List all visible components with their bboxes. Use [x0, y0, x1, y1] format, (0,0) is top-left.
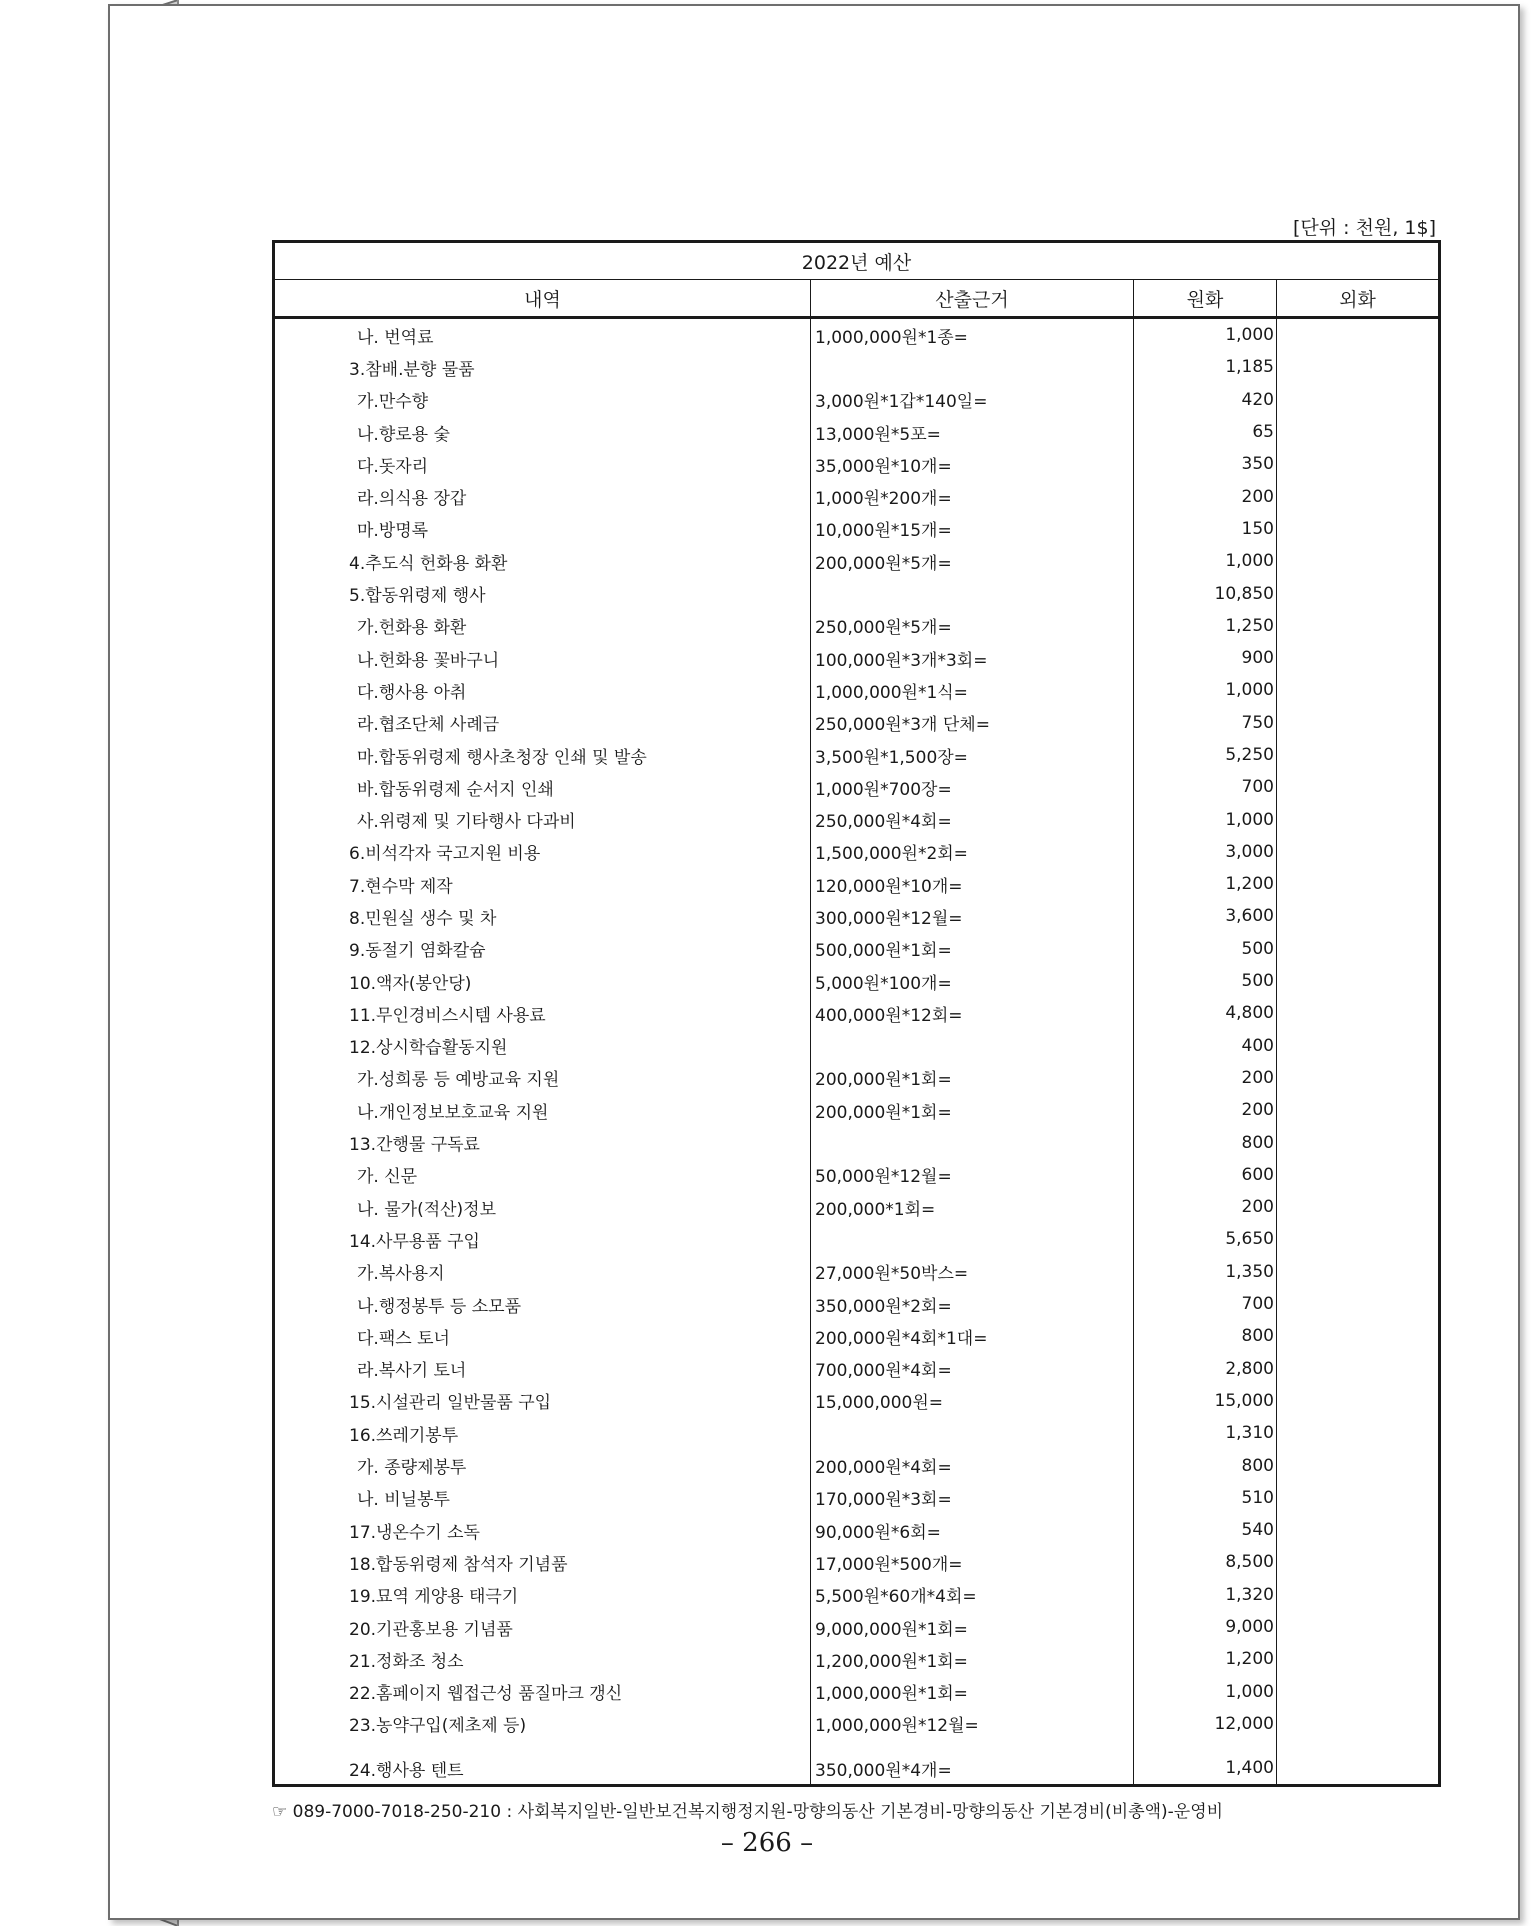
item-cell: 7.현수막 제작	[274, 868, 811, 900]
foreign-amount-cell	[1277, 1256, 1440, 1288]
krw-amount-cell: 800	[1134, 1449, 1277, 1481]
foreign-amount-cell	[1277, 545, 1440, 577]
item-cell: 나.개인정보보호교육 지원	[274, 1094, 811, 1126]
foreign-amount-cell	[1277, 384, 1440, 416]
basis-cell: 17,000원*500개=	[811, 1546, 1134, 1578]
krw-amount-cell: 800	[1134, 1320, 1277, 1352]
table-row	[274, 900, 1440, 932]
basis-cell: 27,000원*50박스=	[811, 1256, 1134, 1288]
unit-note: [단위 : 천원, 1$]	[1293, 217, 1436, 239]
basis-cell: 100,000원*3개*3회=	[811, 642, 1134, 674]
footnote: ☞ 089-7000-7018-250-210 : 사회복지일반-일반보건복지행정지원-망향의동산 기본경비-망향의동산 기본경비(비총액)-운영비	[272, 1802, 1224, 1822]
basis-cell: 350,000원*2회=	[811, 1288, 1134, 1320]
item-cell: 21.정화조 청소	[274, 1643, 811, 1675]
table-row	[274, 1094, 1440, 1126]
foreign-amount-cell	[1277, 318, 1440, 352]
foreign-amount-cell	[1277, 868, 1440, 900]
basis-cell: 1,000,000원*1회=	[811, 1675, 1134, 1707]
krw-amount-cell: 10,850	[1134, 577, 1277, 609]
basis-cell: 1,000원*700장=	[811, 771, 1134, 803]
krw-amount-cell: 5,250	[1134, 739, 1277, 771]
table-row	[274, 1579, 1440, 1611]
table-row	[274, 868, 1440, 900]
table-row	[274, 1288, 1440, 1320]
krw-amount-cell: 350	[1134, 448, 1277, 480]
foreign-amount-cell	[1277, 1223, 1440, 1255]
foreign-amount-cell	[1277, 933, 1440, 965]
krw-amount-cell: 1,350	[1134, 1256, 1277, 1288]
foreign-amount-cell	[1277, 480, 1440, 512]
foreign-amount-cell	[1277, 1752, 1440, 1786]
item-cell: 12.상시학습활동지원	[274, 1030, 811, 1062]
krw-amount-cell: 8,500	[1134, 1546, 1277, 1578]
basis-cell: 200,000원*1회=	[811, 1062, 1134, 1094]
table-row	[274, 416, 1440, 448]
item-cell: 라.협조단체 사례금	[274, 707, 811, 739]
table-row	[274, 1675, 1440, 1707]
basis-cell	[811, 1417, 1134, 1449]
item-cell: 나. 비닐봉투	[274, 1482, 811, 1514]
foreign-amount-cell	[1277, 1126, 1440, 1158]
table-row	[274, 1546, 1440, 1578]
column-header-foreign: 외화	[1277, 280, 1440, 318]
table-row	[274, 480, 1440, 512]
item-cell: 10.액자(봉안당)	[274, 965, 811, 997]
krw-amount-cell: 1,000	[1134, 318, 1277, 352]
basis-cell: 1,000,000원*1종=	[811, 318, 1134, 352]
foreign-amount-cell	[1277, 707, 1440, 739]
basis-cell: 200,000원*4회=	[811, 1449, 1134, 1481]
basis-cell: 90,000원*6회=	[811, 1514, 1134, 1546]
table-row	[274, 1449, 1440, 1481]
item-cell: 가. 신문	[274, 1159, 811, 1191]
row-spacer	[274, 1740, 1440, 1752]
krw-amount-cell: 4,800	[1134, 997, 1277, 1029]
foreign-amount-cell	[1277, 836, 1440, 868]
basis-cell: 170,000원*3회=	[811, 1482, 1134, 1514]
foreign-amount-cell	[1277, 577, 1440, 609]
krw-amount-cell: 500	[1134, 933, 1277, 965]
table-row	[274, 1482, 1440, 1514]
item-cell: 가.만수향	[274, 384, 811, 416]
basis-cell	[811, 1030, 1134, 1062]
budget-table	[272, 240, 1441, 1787]
foreign-amount-cell	[1277, 674, 1440, 706]
table-row	[274, 771, 1440, 803]
item-cell: 가.헌화용 화환	[274, 610, 811, 642]
foreign-amount-cell	[1277, 1514, 1440, 1546]
item-cell: 18.합동위령제 참석자 기념품	[274, 1546, 811, 1578]
foreign-amount-cell	[1277, 1385, 1440, 1417]
basis-cell: 13,000원*5포=	[811, 416, 1134, 448]
basis-cell: 350,000원*4개=	[811, 1752, 1134, 1786]
krw-amount-cell: 1,320	[1134, 1579, 1277, 1611]
item-cell: 20.기관홍보용 기념품	[274, 1611, 811, 1643]
foreign-amount-cell	[1277, 610, 1440, 642]
basis-cell: 15,000,000원=	[811, 1385, 1134, 1417]
foreign-amount-cell	[1277, 1094, 1440, 1126]
table-row	[274, 384, 1440, 416]
basis-cell: 200,000원*1회=	[811, 1094, 1134, 1126]
basis-cell: 250,000원*5개=	[811, 610, 1134, 642]
item-cell: 나.향로용 숯	[274, 416, 811, 448]
krw-amount-cell: 15,000	[1134, 1385, 1277, 1417]
krw-amount-cell: 3,600	[1134, 900, 1277, 932]
table-row	[274, 1708, 1440, 1740]
foreign-amount-cell	[1277, 1708, 1440, 1740]
krw-amount-cell: 700	[1134, 771, 1277, 803]
basis-cell	[811, 577, 1134, 609]
item-cell: 6.비석각자 국고지원 비용	[274, 836, 811, 868]
basis-cell: 5,500원*60개*4회=	[811, 1579, 1134, 1611]
foreign-amount-cell	[1277, 1288, 1440, 1320]
table-row	[274, 1353, 1440, 1385]
table-row	[274, 674, 1440, 706]
item-cell: 라.의식용 장갑	[274, 480, 811, 512]
foreign-amount-cell	[1277, 1062, 1440, 1094]
foreign-amount-cell	[1277, 1546, 1440, 1578]
krw-amount-cell: 540	[1134, 1514, 1277, 1546]
krw-amount-cell: 600	[1134, 1159, 1277, 1191]
table-row	[274, 1643, 1440, 1675]
krw-amount-cell: 700	[1134, 1288, 1277, 1320]
krw-amount-cell: 200	[1134, 1094, 1277, 1126]
column-header-item: 내역	[274, 280, 811, 318]
item-cell: 라.복사기 토너	[274, 1353, 811, 1385]
foreign-amount-cell	[1277, 771, 1440, 803]
table-title: 2022년 예산	[274, 242, 1440, 280]
basis-cell: 200,000원*4회*1대=	[811, 1320, 1134, 1352]
table-row	[274, 448, 1440, 480]
basis-cell: 1,000,000원*1식=	[811, 674, 1134, 706]
foreign-amount-cell	[1277, 416, 1440, 448]
basis-cell: 1,200,000원*1회=	[811, 1643, 1134, 1675]
basis-cell: 5,000원*100개=	[811, 965, 1134, 997]
basis-cell: 250,000원*3개 단체=	[811, 707, 1134, 739]
table-row	[274, 836, 1440, 868]
item-cell: 22.홈페이지 웹접근성 품질마크 갱신	[274, 1675, 811, 1707]
foreign-amount-cell	[1277, 1643, 1440, 1675]
foreign-amount-cell	[1277, 1611, 1440, 1643]
table-row	[274, 1030, 1440, 1062]
krw-amount-cell: 400	[1134, 1030, 1277, 1062]
krw-amount-cell: 200	[1134, 1062, 1277, 1094]
foreign-amount-cell	[1277, 351, 1440, 383]
basis-cell: 700,000원*4회=	[811, 1353, 1134, 1385]
item-cell: 나. 물가(적산)정보	[274, 1191, 811, 1223]
table-row	[274, 1062, 1440, 1094]
foreign-amount-cell	[1277, 965, 1440, 997]
table-row	[274, 513, 1440, 545]
table-row	[274, 1256, 1440, 1288]
item-cell: 나.행정봉투 등 소모품	[274, 1288, 811, 1320]
basis-cell: 9,000,000원*1회=	[811, 1611, 1134, 1643]
item-cell: 13.간행물 구독료	[274, 1126, 811, 1158]
item-cell: 바.합동위령제 순서지 인쇄	[274, 771, 811, 803]
basis-cell: 3,500원*1,500장=	[811, 739, 1134, 771]
krw-amount-cell: 5,650	[1134, 1223, 1277, 1255]
krw-amount-cell: 3,000	[1134, 836, 1277, 868]
basis-cell	[811, 351, 1134, 383]
krw-amount-cell: 900	[1134, 642, 1277, 674]
item-cell: 사.위령제 및 기타행사 다과비	[274, 803, 811, 835]
item-cell: 14.사무용품 구입	[274, 1223, 811, 1255]
basis-cell: 400,000원*12회=	[811, 997, 1134, 1029]
foreign-amount-cell	[1277, 1675, 1440, 1707]
item-cell: 23.농약구입(제초제 등)	[274, 1708, 811, 1740]
foreign-amount-cell	[1277, 1579, 1440, 1611]
foreign-amount-cell	[1277, 1159, 1440, 1191]
item-cell: 19.묘역 게양용 태극기	[274, 1579, 811, 1611]
table-row	[274, 577, 1440, 609]
krw-amount-cell: 1,000	[1134, 545, 1277, 577]
krw-amount-cell: 510	[1134, 1482, 1277, 1514]
table-row	[274, 1320, 1440, 1352]
krw-amount-cell: 9,000	[1134, 1611, 1277, 1643]
table-row	[274, 1191, 1440, 1223]
item-cell: 나. 번역료	[274, 318, 811, 352]
foreign-amount-cell	[1277, 997, 1440, 1029]
item-cell: 가. 종량제봉투	[274, 1449, 811, 1481]
basis-cell: 500,000원*1회=	[811, 933, 1134, 965]
basis-cell: 35,000원*10개=	[811, 448, 1134, 480]
item-cell: 마.합동위령제 행사초청장 인쇄 및 발송	[274, 739, 811, 771]
basis-cell: 10,000원*15개=	[811, 513, 1134, 545]
item-cell: 24.행사용 텐트	[274, 1752, 811, 1786]
basis-cell: 3,000원*1갑*140일=	[811, 384, 1134, 416]
table-row	[274, 803, 1440, 835]
table-row	[274, 318, 1440, 352]
krw-amount-cell: 1,400	[1134, 1752, 1277, 1786]
page-number: – 266 –	[720, 1828, 814, 1858]
item-cell: 15.시설관리 일반물품 구입	[274, 1385, 811, 1417]
krw-amount-cell: 2,800	[1134, 1353, 1277, 1385]
table-row	[274, 707, 1440, 739]
table-row	[274, 1126, 1440, 1158]
foreign-amount-cell	[1277, 448, 1440, 480]
krw-amount-cell: 420	[1134, 384, 1277, 416]
foreign-amount-cell	[1277, 900, 1440, 932]
item-cell: 5.합동위령제 행사	[274, 577, 811, 609]
foreign-amount-cell	[1277, 1417, 1440, 1449]
table-row	[274, 965, 1440, 997]
krw-amount-cell: 1,250	[1134, 610, 1277, 642]
item-cell: 마.방명록	[274, 513, 811, 545]
item-cell: 9.동절기 염화칼슘	[274, 933, 811, 965]
foreign-amount-cell	[1277, 1030, 1440, 1062]
table-row	[274, 642, 1440, 674]
foreign-amount-cell	[1277, 803, 1440, 835]
item-cell: 다.행사용 아취	[274, 674, 811, 706]
krw-amount-cell: 12,000	[1134, 1708, 1277, 1740]
foreign-amount-cell	[1277, 1320, 1440, 1352]
krw-amount-cell: 1,185	[1134, 351, 1277, 383]
krw-amount-cell: 1,000	[1134, 803, 1277, 835]
item-cell: 3.참배.분향 물품	[274, 351, 811, 383]
krw-amount-cell: 150	[1134, 513, 1277, 545]
krw-amount-cell: 65	[1134, 416, 1277, 448]
foreign-amount-cell	[1277, 1353, 1440, 1385]
krw-amount-cell: 1,200	[1134, 868, 1277, 900]
item-cell: 4.추도식 헌화용 화환	[274, 545, 811, 577]
item-cell: 8.민원실 생수 및 차	[274, 900, 811, 932]
krw-amount-cell: 1,000	[1134, 1675, 1277, 1707]
table-row	[274, 610, 1440, 642]
foreign-amount-cell	[1277, 1191, 1440, 1223]
table-row	[274, 1223, 1440, 1255]
basis-cell: 200,000원*5개=	[811, 545, 1134, 577]
basis-cell: 300,000원*12월=	[811, 900, 1134, 932]
table-row	[274, 1385, 1440, 1417]
foreign-amount-cell	[1277, 642, 1440, 674]
basis-cell: 1,000원*200개=	[811, 480, 1134, 512]
foreign-amount-cell	[1277, 739, 1440, 771]
table-row	[274, 1514, 1440, 1546]
table-row	[274, 997, 1440, 1029]
basis-cell: 1,500,000원*2회=	[811, 836, 1134, 868]
item-cell: 다.팩스 토너	[274, 1320, 811, 1352]
krw-amount-cell: 750	[1134, 707, 1277, 739]
krw-amount-cell: 200	[1134, 480, 1277, 512]
krw-amount-cell: 200	[1134, 1191, 1277, 1223]
table-row	[274, 1417, 1440, 1449]
krw-amount-cell: 800	[1134, 1126, 1277, 1158]
basis-cell: 50,000원*12월=	[811, 1159, 1134, 1191]
table-row	[274, 351, 1440, 383]
basis-cell: 200,000*1회=	[811, 1191, 1134, 1223]
item-cell: 나.헌화용 꽃바구니	[274, 642, 811, 674]
foreign-amount-cell	[1277, 1482, 1440, 1514]
table-row	[274, 1752, 1440, 1786]
krw-amount-cell: 1,310	[1134, 1417, 1277, 1449]
table-row	[274, 933, 1440, 965]
table-row	[274, 1159, 1440, 1191]
krw-amount-cell: 1,000	[1134, 674, 1277, 706]
budget-rows	[274, 318, 1440, 1786]
item-cell: 다.돗자리	[274, 448, 811, 480]
item-cell: 11.무인경비스시템 사용료	[274, 997, 811, 1029]
item-cell: 가.성희롱 등 예방교육 지원	[274, 1062, 811, 1094]
column-header-basis: 산출근거	[811, 280, 1134, 318]
item-cell: 17.냉온수기 소독	[274, 1514, 811, 1546]
foreign-amount-cell	[1277, 1449, 1440, 1481]
basis-cell	[811, 1223, 1134, 1255]
table-row	[274, 545, 1440, 577]
basis-cell: 120,000원*10개=	[811, 868, 1134, 900]
krw-amount-cell: 1,200	[1134, 1643, 1277, 1675]
basis-cell	[811, 1126, 1134, 1158]
column-header-krw: 원화	[1134, 280, 1277, 318]
item-cell: 16.쓰레기봉투	[274, 1417, 811, 1449]
table-row	[274, 739, 1440, 771]
krw-amount-cell: 500	[1134, 965, 1277, 997]
table-row	[274, 1611, 1440, 1643]
item-cell: 가.복사용지	[274, 1256, 811, 1288]
basis-cell: 1,000,000원*12월=	[811, 1708, 1134, 1740]
basis-cell: 250,000원*4회=	[811, 803, 1134, 835]
foreign-amount-cell	[1277, 513, 1440, 545]
